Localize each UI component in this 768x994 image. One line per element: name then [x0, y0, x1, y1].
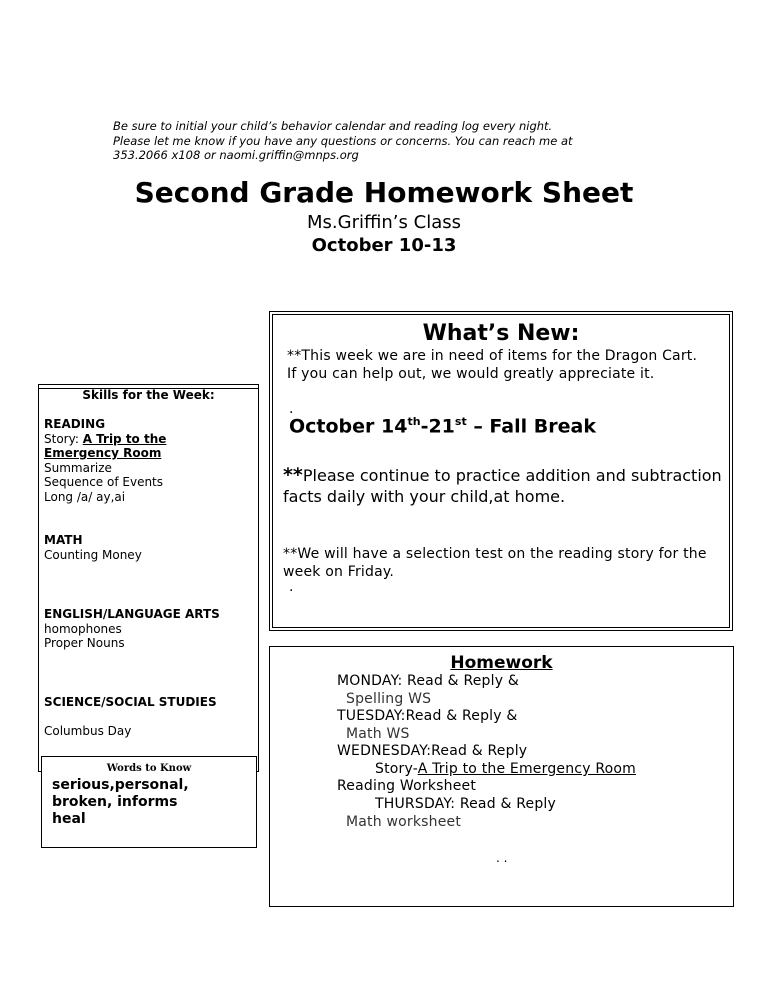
whats-new-box — [269, 311, 733, 631]
homework-wednesday: WEDNESDAY:Read & Reply — [337, 743, 528, 759]
page-title: Second Grade Homework Sheet — [134, 176, 634, 209]
ela-item: Proper Nouns — [44, 636, 125, 650]
fall-break-label: – Fall Break — [466, 415, 596, 438]
skills-box — [38, 384, 259, 772]
reading-story-line-2 — [44, 446, 161, 461]
homework-tuesday — [337, 708, 518, 725]
stars: ** — [283, 464, 303, 486]
math-facts-text: Please continue to practice addition and subtraction facts daily with your child,at home. — [283, 466, 722, 506]
whats-new-dot-2: . — [289, 579, 294, 595]
reading-heading: READING — [44, 417, 106, 431]
reading-story — [44, 432, 166, 447]
math-item: Counting Money — [44, 548, 142, 562]
fall-break-sup-2: st — [454, 415, 467, 428]
word-line: broken, informs — [52, 794, 178, 810]
whats-new-dot-1: . — [289, 401, 294, 417]
reading-item: Summarize — [44, 461, 112, 475]
words-title: Words to Know — [106, 763, 192, 774]
ela-heading: ENGLISH/LANGUAGE ARTS — [44, 607, 220, 621]
fall-break-end: -21 — [420, 415, 455, 438]
homework-tuesday-sub: Math WS — [346, 726, 410, 742]
homework-monday-sub: Spelling WS — [346, 691, 432, 707]
whats-new-item-dragon-cart: **This week we are in need of items for the Dragon Cart. If you can help out, we would greatly appreciate it. — [287, 348, 698, 382]
tuesday-text: TUESDAY:Read & Reply — [337, 708, 502, 724]
whats-new-heading: What’s New: — [422, 321, 580, 346]
reading-item: Sequence of Events — [44, 475, 164, 489]
reading-item: Long /a/ ay,ai — [44, 490, 126, 504]
words-list — [52, 777, 252, 828]
week-dates: October 10-13 — [311, 235, 457, 256]
homework-wednesday-story — [375, 761, 636, 778]
words-to-know-box — [41, 756, 257, 848]
ela-item: homophones — [44, 622, 122, 636]
homework-thursday: THURSDAY: Read & Reply — [375, 796, 556, 812]
homework-monday: MONDAY: Read & Reply & — [337, 673, 519, 689]
parent-note — [113, 119, 673, 163]
homework-box — [269, 646, 734, 907]
tuesday-amp: & — [501, 708, 518, 724]
word-line: serious,personal, — [52, 777, 189, 793]
homework-wednesday-sub: Reading Worksheet — [337, 778, 477, 794]
note-line-2: Please let me know if you have any questions or concerns. You can reach me at — [113, 133, 573, 148]
story-title-1: A Trip to the — [82, 432, 167, 446]
science-heading: SCIENCE/SOCIAL STUDIES — [44, 695, 217, 709]
homework-heading: Homework — [450, 653, 553, 673]
homework-dots: . . — [496, 851, 508, 865]
story-label: Story- — [375, 761, 418, 777]
skills-title: Skills for the Week: — [82, 388, 215, 402]
whats-new-inner-border — [272, 314, 730, 628]
whats-new-item-selection-test: **We will have a selection test on the reading story for the week on Friday. — [283, 546, 707, 580]
class-name: Ms.Griffin’s Class — [307, 212, 461, 233]
word-line: heal — [52, 811, 86, 827]
homework-thursday-sub: Math worksheet — [346, 814, 462, 830]
fall-break-sup-1: th — [407, 415, 421, 428]
whats-new-item-math-facts — [283, 465, 723, 507]
fall-break-line — [289, 415, 596, 437]
math-heading: MATH — [44, 533, 83, 547]
fall-break-start: October 14 — [289, 415, 408, 438]
story-title-2: Emergency Room — [44, 446, 162, 460]
science-item: Columbus Day — [44, 724, 132, 738]
note-line-3: 353.2066 x108 or naomi.griffin@mnps.org — [113, 148, 359, 162]
story-label: Story: — [44, 432, 83, 446]
story-title: A Trip to the Emergency Room — [417, 761, 637, 777]
note-line-1: Be sure to initial your child’s behavior calendar and reading log every night. — [113, 119, 553, 133]
